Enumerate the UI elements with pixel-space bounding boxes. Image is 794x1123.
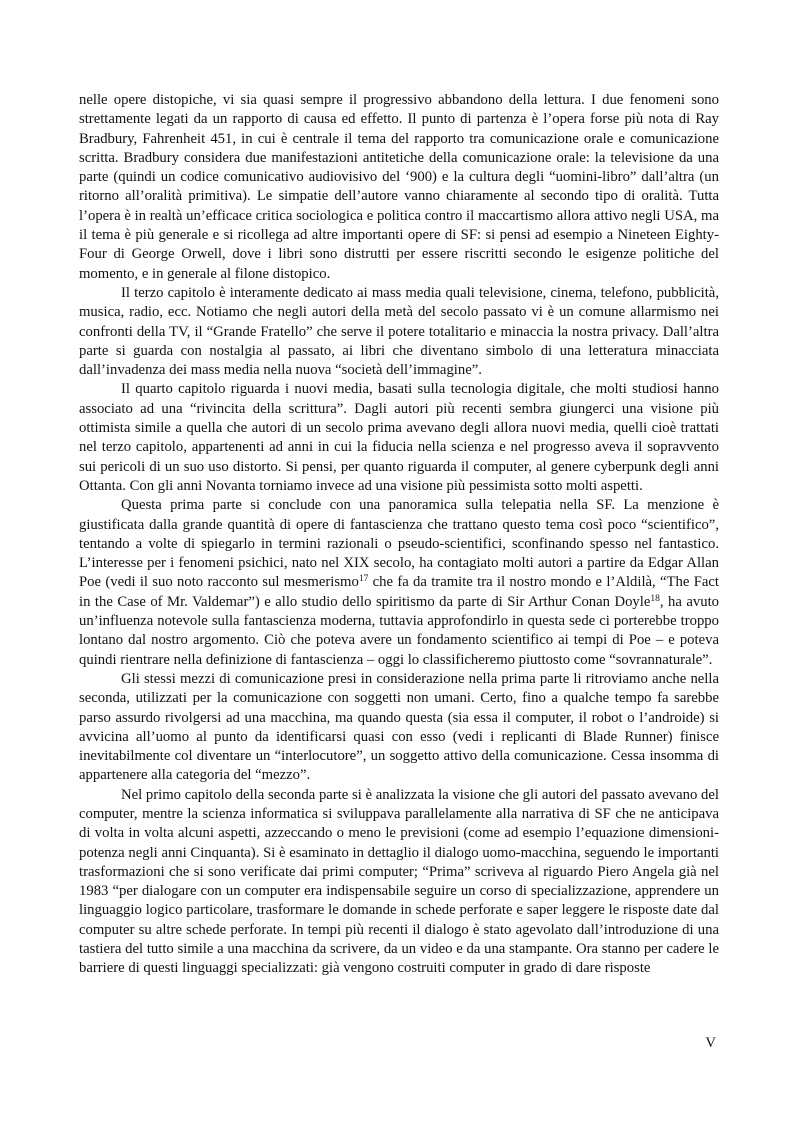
footnote-ref-18[interactable]: 18 [650,593,660,604]
telepathy-text-part-1: Questa prima parte si conclude con una panoramica sulla telepatia nella SF. La menzione è giustificata dalla grande quantità di opere di fantascienza che trattano questo tema così poco “scientifico”, tentando a volte di spiegarlo in termini razionali o pseudo-scientifici, sconfinando spesso nel fantastico. L’interesse per i fenomeni psichici, nato nel XIX secolo, ha contagiato molti autori a partire da Edgar Allan Poe (vedi il suo noto racconto sul mesmerismo [79,497,719,591]
paragraph-fourth-chapter: Il quarto capitolo riguarda i nuovi media, basati sulla tecnologia digitale, che molti studiosi hanno associato ad una “rivincita della scrittura”. Dagli autori più recenti sembra giungerci una visione più ottimista simile a quella che autori di un secolo prima avevano degli allora nuovi media, quelli cioè trattati nel terzo capitolo, appartenenti ad anni in cui la fiducia nella scienza e nel progresso aveva il sopravvento sui pericoli di un suo uso distorto. Si pensi, per quanto riguarda il computer, al genere cyberpunk degli anni Ottanta. Con gli anni Novanta torniamo invece ad una visione più pessimista sotto molti aspetti. [79,381,719,494]
paragraph-second-part: Gli stessi mezzi di comunicazione presi in considerazione nella prima parte li ritroviamo anche nella seconda, utilizzati per la comunicazione con soggetti non umani. Certo, fino a qualche tempo fa sarebbe parso assurdo rivolgersi ad una macchina, ma quando questa (sia essa il computer, il robot o l’androide) si avvicina all’uomo al punto da identificarsi quasi con esso (vedi i replicanti di Blade Runner) finisce inevitabilmente col diventare un “interlocutore”, un soggetto attivo della comunicazione. Cessa insomma di appartenere alla categoria del “mezzo”. [79,670,719,784]
page-number: V [705,1035,716,1051]
document-page [79,91,719,979]
paragraph-third-chapter: Il terzo capitolo è interamente dedicato ai mass media quali televisione, cinema, telefono, pubblicità, musica, radio, ecc. Notiamo che negli autori della metà del secolo passato vi è un comune allarmismo nei confronti della TV, il “Grande Fratello” che serve il potere totalitario e minaccia la nostra privacy. Dall’altra parte si guarda con nostalgia al passato, ai libri che diventano simbolo di una letteratura minacciata dall’invadenza dei mass media nella nuova “società dell’immagine”. [79,284,719,379]
paragraph-telepathy [79,496,719,670]
footnote-ref-17[interactable]: 17 [358,574,369,585]
telepathy-text-part-2: che fa da tramite tra il nostro mondo e l’Aldilà, “The Fact in the Case of Mr. Valdemar”) e allo studio dello spiritismo da parte di Sir Arthur Conan Doyle [79,574,719,610]
telepathy-text-part-3: , ha avuto un’influenza notevole sulla fantascienza moderna, tuttavia approfondirlo in questa sede ci porterebbe troppo lontano dal nostro argomento. Ciò che poteva avere un fondamento scientifico ai tempi di Poe – e poteva quindi rientrare nella definizione di fantascienza – oggi lo classificheremo piuttosto come “sovrannaturale”. [79,593,720,668]
paragraph-computer-chapter: Nel primo capitolo della seconda parte si è analizzata la visione che gli autori del passato avevano del computer, mentre la scienza informatica si sviluppava parallelamente alla narrativa di SF che ne anticipava di volta in volta alcuni aspetti, azzeccando o meno le previsioni (come ad esempio l’equazione dimensioni-potenza negli anni Cinquanta). Si è esaminato in dettaglio il dialogo uomo-macchina, seguendo le importanti trasformazioni che si sono verificate dai primi computer; “Prima” scriveva al riguardo Piero Angela già nel 1983 “per dialogare con un computer era indispensabile seguire un corso di specializzazione, apprendere un linguaggio logico particolare, trasformare le domande in schede perforate e saper leggere le risposte date dal computer su altre schede perforate. In tempi più recenti il dialogo è stato agevolato dall’introduzione di una tastiera del tutto simile a una macchina da scrivere, da un video e da una stampante. Ora stanno per cadere le barriere di questi linguaggi specializzati: già vengono costruiti computer in grado di dare risposte [79,786,719,977]
paragraph-distopia: nelle opere distopiche, vi sia quasi sempre il progressivo abbandono della lettura. I due fenomeni sono strettamente legati da un rapporto di causa ed effetto. Il punto di partenza è l’opera forse più nota di Ray Bradbury, Fahrenheit 451, in cui è centrale il tema del rapporto tra comunicazione orale e comunicazione scritta. Bradbury considera due manifestazioni antitetiche della comunicazione orale: la televisione da una parte (quindi un codice comunicativo audiovisivo del ‘900) e la cultura degli “uomini-libro” dall’altra (un ritorno all’oralità primitiva). Le simpatie dell’autore vanno chiaramente al secondo tipo di oralità. Tutta l’opera è in realtà un’efficace critica sociologica e politica contro il maccartismo allora attivo negli USA, ma il tema è più generale e si ricollega ad altre importanti opere di SF: si pensi ad esempio a Nineteen Eighty-Four di George Orwell, dove i libri sono distrutti per essere riscritti secondo le esigenze politiche del momento, e in generale al filone distopico. [79,92,719,282]
